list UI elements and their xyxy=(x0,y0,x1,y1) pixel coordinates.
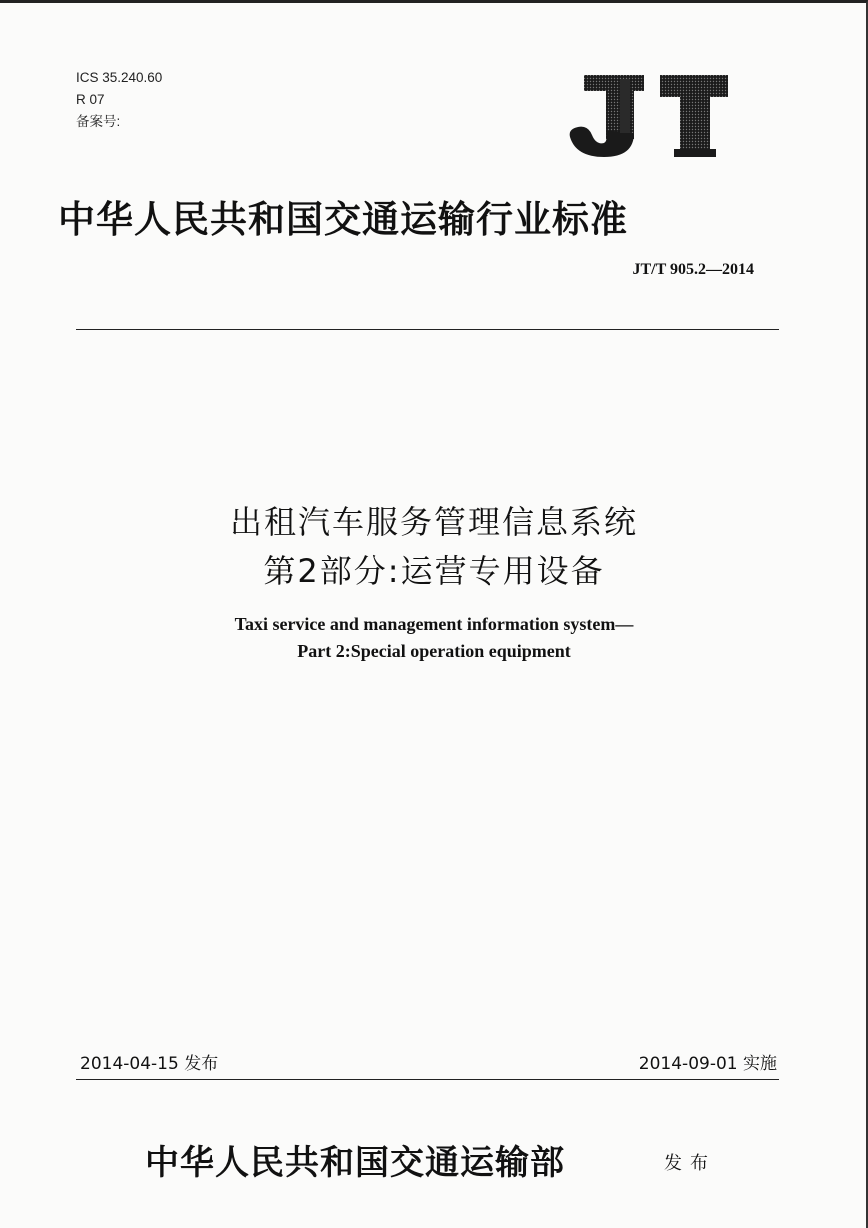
industry-standard-title: 中华人民共和国交通运输行业标准 xyxy=(58,197,628,241)
issuing-authority: 中华人民共和国交通运输部 xyxy=(145,1143,565,1183)
classification-info xyxy=(76,67,162,133)
bottom-divider xyxy=(76,1079,779,1080)
english-title-line1: Taxi service and management information system— xyxy=(234,614,634,634)
top-divider xyxy=(76,329,779,330)
english-title-line2: Part 2:Special operation equipment xyxy=(297,641,571,661)
issuing-authority-suffix: 发布 xyxy=(664,1153,716,1174)
issue-date: 2014-04-15 发布 xyxy=(80,1054,219,1074)
chinese-title-line1: 出租汽车服务管理信息系统 xyxy=(229,503,638,541)
implementation-date: 2014-09-01 实施 xyxy=(638,1054,777,1074)
ics-code: ICS 35.240.60 xyxy=(76,70,163,85)
chinese-title-line2: 第2部分:运营专用设备 xyxy=(263,552,605,590)
jt-logo xyxy=(562,71,732,161)
jt-logo-icon xyxy=(562,71,732,161)
standard-number: JT/T 905.2—2014 xyxy=(632,261,754,278)
ccs-code: R 07 xyxy=(76,92,105,107)
filing-number-label: 备案号: xyxy=(76,114,121,129)
